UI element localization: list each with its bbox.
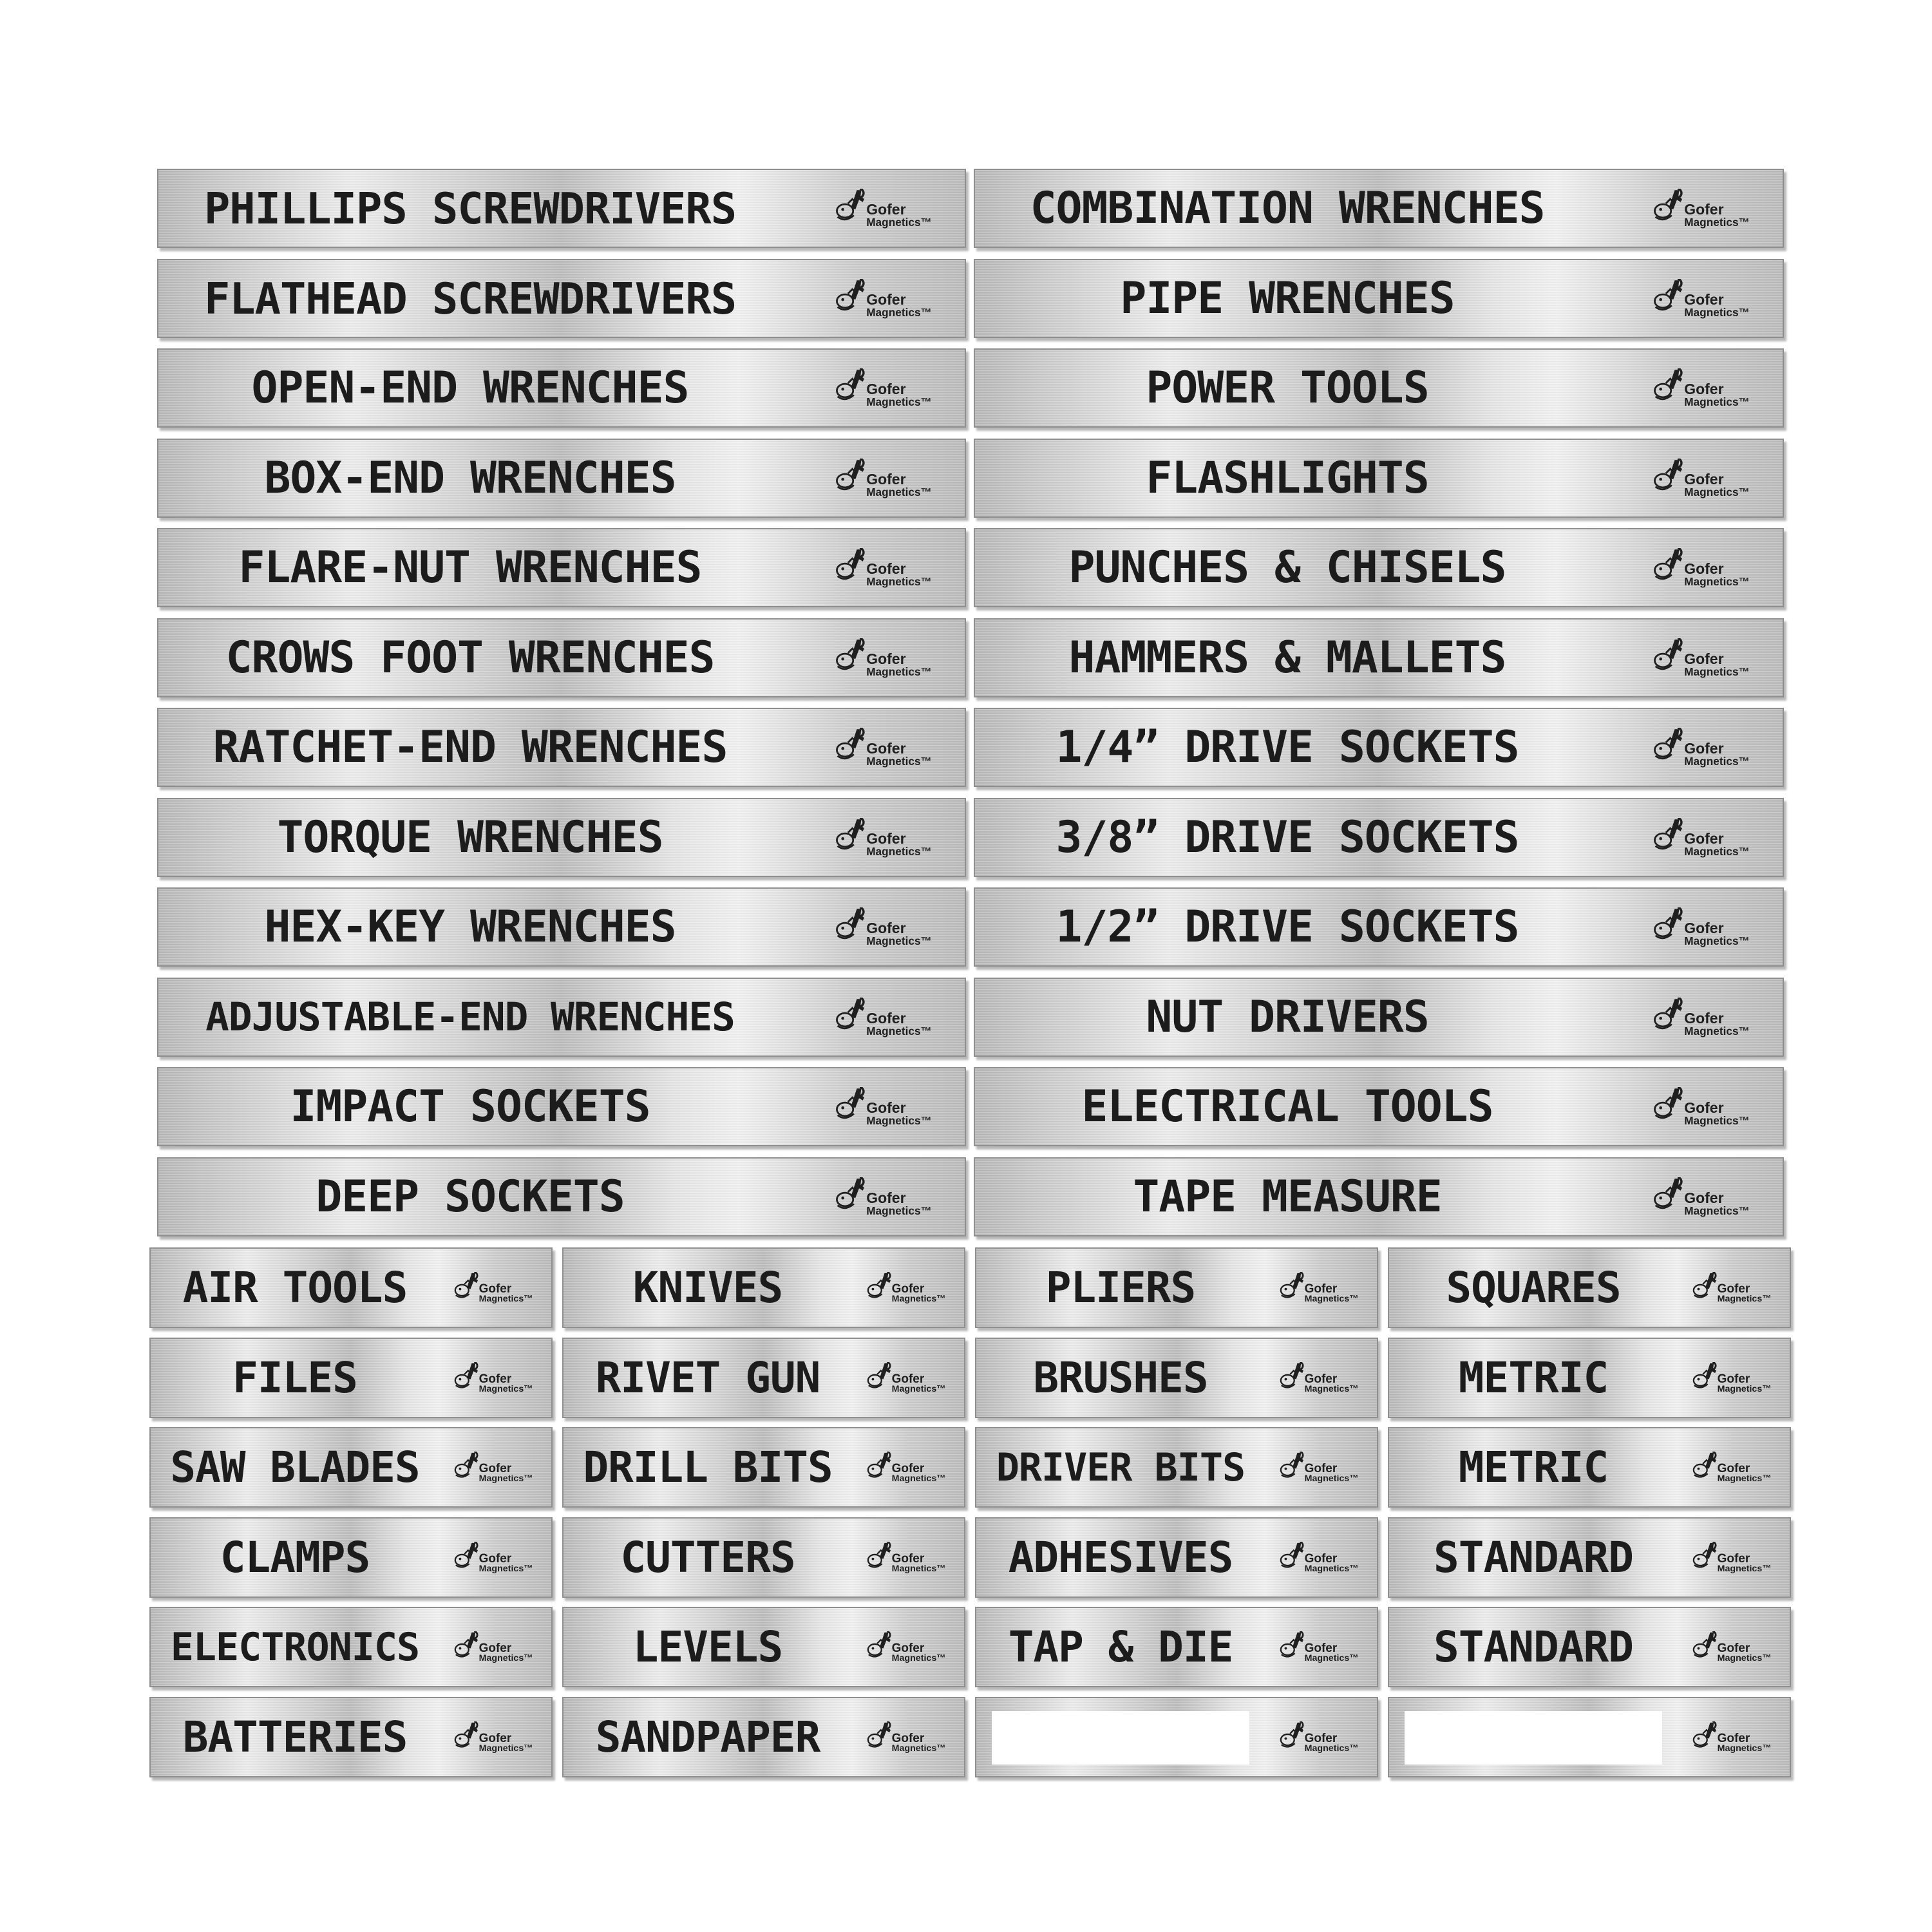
gofer-magnetics-logo (1692, 1452, 1772, 1486)
logo-wordmark-gofer: Gofer (1717, 1282, 1750, 1296)
label-plate-metric (1388, 1338, 1791, 1418)
logo-wordmark-magnetics: Magnetics™ (891, 1564, 946, 1575)
label-plate-batteries (149, 1697, 553, 1777)
label-text: DRILL BITS (583, 1443, 833, 1492)
label-plate-impact-sockets (157, 1067, 966, 1146)
logo-wordmark-gofer: Gofer (1304, 1462, 1338, 1476)
logo-wordmark-magnetics: Magnetics™ (1717, 1653, 1772, 1664)
label-plate-torque-wrenches (157, 798, 966, 877)
gofer-magnetics-logo (453, 1631, 533, 1665)
gofer-magnetics-logo (1653, 189, 1750, 230)
gofer-magnetics-logo (866, 1721, 946, 1756)
worker-with-wrench-icon (835, 368, 870, 410)
gofer-magnetics-logo (1692, 1542, 1772, 1576)
label-plate-standard (1388, 1607, 1791, 1687)
worker-with-wrench-icon (1653, 818, 1688, 859)
gofer-magnetics-logo (1653, 728, 1750, 769)
gofer-magnetics-logo (835, 368, 932, 410)
label-plate-3-8-drive-sockets (974, 798, 1784, 877)
logo-wordmark-magnetics: Magnetics™ (1717, 1564, 1772, 1575)
gofer-magnetics-logo (1279, 1272, 1359, 1306)
gofer-magnetics-logo (1653, 907, 1750, 949)
label-text: AIR TOOLS (182, 1263, 408, 1312)
blank-write-in-field (992, 1711, 1249, 1765)
label-text: HAMMERS & MALLETS (1068, 632, 1506, 683)
logo-wordmark-magnetics: Magnetics™ (866, 755, 932, 768)
label-plate-clamps (149, 1517, 553, 1598)
logo-wordmark-magnetics: Magnetics™ (866, 1025, 932, 1038)
label-text: BRUSHES (1033, 1353, 1208, 1403)
logo-wordmark-gofer: Gofer (891, 1462, 925, 1476)
worker-with-wrench-icon (835, 189, 870, 230)
label-text: TORQUE WRENCHES (277, 812, 663, 863)
logo-wordmark-magnetics: Magnetics™ (1304, 1473, 1359, 1484)
label-plate-squares (1388, 1247, 1791, 1328)
logo-wordmark-magnetics: Magnetics™ (1684, 216, 1750, 229)
gofer-magnetics-logo (835, 189, 932, 230)
logo-wordmark-magnetics: Magnetics™ (866, 665, 932, 679)
logo-wordmark-gofer: Gofer (1684, 381, 1724, 398)
gofer-magnetics-logo (1653, 279, 1750, 320)
label-plate-open-end-wrenches (157, 348, 966, 428)
label-text: STANDARD (1434, 1533, 1633, 1582)
label-plate-saw-blades (149, 1427, 553, 1508)
logo-wordmark-magnetics: Magnetics™ (1684, 486, 1750, 499)
gofer-magnetics-logo (866, 1631, 946, 1665)
logo-wordmark-gofer: Gofer (1684, 920, 1724, 937)
label-text: LEVELS (632, 1622, 783, 1672)
logo-wordmark-magnetics: Magnetics™ (1684, 1114, 1750, 1128)
gofer-magnetics-logo (835, 638, 932, 679)
logo-wordmark-gofer: Gofer (1684, 291, 1724, 308)
logo-wordmark-magnetics: Magnetics™ (891, 1294, 946, 1305)
label-plate-standard (1388, 1517, 1791, 1598)
gofer-magnetics-logo (1279, 1721, 1359, 1756)
blank-label-plate (1388, 1697, 1791, 1777)
label-plate-1-2-drive-sockets (974, 887, 1784, 967)
label-text: TAPE MEASURE (1133, 1171, 1442, 1222)
logo-wordmark-gofer: Gofer (866, 291, 906, 308)
gofer-magnetics-logo (453, 1362, 533, 1396)
logo-wordmark-gofer: Gofer (1684, 1189, 1724, 1207)
logo-wordmark-magnetics: Magnetics™ (866, 216, 932, 229)
gofer-magnetics-logo (835, 907, 932, 949)
worker-with-wrench-icon (1653, 907, 1688, 949)
label-plate-sandpaper (562, 1697, 965, 1777)
logo-wordmark-magnetics: Magnetics™ (1304, 1384, 1359, 1395)
logo-wordmark-magnetics: Magnetics™ (478, 1564, 533, 1575)
logo-wordmark-magnetics: Magnetics™ (1304, 1294, 1359, 1305)
label-plate-deep-sockets (157, 1157, 966, 1236)
gofer-magnetics-logo (1653, 368, 1750, 410)
logo-wordmark-gofer: Gofer (1304, 1642, 1338, 1656)
worker-with-wrench-icon (1653, 279, 1688, 320)
label-plate-files (149, 1338, 553, 1418)
logo-wordmark-magnetics: Magnetics™ (1684, 665, 1750, 679)
label-text: CLAMPS (220, 1533, 370, 1582)
logo-wordmark-gofer: Gofer (1717, 1732, 1750, 1746)
gofer-magnetics-logo (1279, 1631, 1359, 1665)
logo-wordmark-magnetics: Magnetics™ (866, 845, 932, 858)
gofer-magnetics-logo (866, 1542, 946, 1576)
logo-wordmark-magnetics: Magnetics™ (1684, 755, 1750, 768)
logo-wordmark-magnetics: Magnetics™ (891, 1473, 946, 1484)
gofer-magnetics-logo (1279, 1542, 1359, 1576)
gofer-magnetics-logo (1692, 1272, 1772, 1306)
logo-wordmark-magnetics: Magnetics™ (1684, 575, 1750, 589)
worker-with-wrench-icon (1653, 1087, 1688, 1128)
label-plate-metric (1388, 1427, 1791, 1508)
logo-wordmark-gofer: Gofer (1684, 560, 1724, 578)
label-plate-flare-nut-wrenches (157, 528, 966, 607)
worker-with-wrench-icon (1653, 459, 1688, 500)
gofer-magnetics-logo (1279, 1452, 1359, 1486)
gofer-magnetics-logo (835, 1087, 932, 1128)
logo-wordmark-magnetics: Magnetics™ (891, 1743, 946, 1754)
label-plate-power-tools (974, 348, 1784, 428)
logo-wordmark-gofer: Gofer (478, 1552, 512, 1566)
label-text: PLIERS (1045, 1263, 1196, 1312)
label-plate-pipe-wrenches (974, 259, 1784, 338)
logo-wordmark-gofer: Gofer (866, 201, 906, 218)
worker-with-wrench-icon (835, 1087, 870, 1128)
logo-wordmark-gofer: Gofer (1304, 1282, 1338, 1296)
label-text: CUTTERS (620, 1533, 795, 1582)
gofer-magnetics-logo (1653, 638, 1750, 679)
gofer-magnetics-logo (835, 728, 932, 769)
logo-wordmark-magnetics: Magnetics™ (1304, 1653, 1359, 1664)
label-plate-drill-bits (562, 1427, 965, 1508)
logo-wordmark-gofer: Gofer (891, 1282, 925, 1296)
logo-wordmark-gofer: Gofer (866, 650, 906, 668)
label-plate-hex-key-wrenches (157, 887, 966, 967)
worker-with-wrench-icon (1653, 1177, 1688, 1218)
label-plate-knives (562, 1247, 965, 1328)
label-text: FLASHLIGHTS (1146, 453, 1429, 504)
gofer-magnetics-logo (1653, 818, 1750, 859)
label-plate-levels (562, 1607, 965, 1687)
logo-wordmark-gofer: Gofer (1684, 471, 1724, 488)
logo-wordmark-magnetics: Magnetics™ (866, 395, 932, 409)
label-plate-tape-measure (974, 1157, 1784, 1236)
logo-wordmark-magnetics: Magnetics™ (891, 1653, 946, 1664)
logo-wordmark-magnetics: Magnetics™ (891, 1384, 946, 1395)
logo-wordmark-gofer: Gofer (478, 1372, 512, 1387)
label-text: 3/8” DRIVE SOCKETS (1056, 812, 1519, 863)
logo-wordmark-magnetics: Magnetics™ (1684, 306, 1750, 319)
worker-with-wrench-icon (835, 818, 870, 859)
gofer-magnetics-logo (453, 1721, 533, 1756)
label-plate-flashlights (974, 439, 1784, 518)
logo-wordmark-gofer: Gofer (1684, 650, 1724, 668)
worker-with-wrench-icon (1653, 368, 1688, 410)
label-text: ADHESIVES (1008, 1533, 1233, 1582)
gofer-magnetics-logo (866, 1272, 946, 1306)
logo-wordmark-gofer: Gofer (866, 381, 906, 398)
label-text: PUNCHES & CHISELS (1068, 542, 1506, 593)
worker-with-wrench-icon (1653, 638, 1688, 679)
logo-wordmark-magnetics: Magnetics™ (478, 1653, 533, 1664)
label-text: SAW BLADES (170, 1443, 420, 1492)
label-plate-pliers (975, 1247, 1378, 1328)
worker-with-wrench-icon (835, 998, 870, 1039)
label-plate-hammers-mallets (974, 618, 1784, 697)
worker-with-wrench-icon (1653, 189, 1688, 230)
label-plate-tap-die (975, 1607, 1378, 1687)
blank-label-plate (975, 1697, 1378, 1777)
logo-wordmark-gofer: Gofer (478, 1732, 512, 1746)
gofer-magnetics-logo (453, 1452, 533, 1486)
logo-wordmark-gofer: Gofer (478, 1462, 512, 1476)
label-plate-box-end-wrenches (157, 439, 966, 518)
label-text: FILES (232, 1353, 357, 1403)
label-text: DEEP SOCKETS (316, 1171, 625, 1222)
logo-wordmark-gofer: Gofer (891, 1372, 925, 1387)
label-plate-brushes (975, 1338, 1378, 1418)
worker-with-wrench-icon (835, 459, 870, 500)
logo-wordmark-gofer: Gofer (866, 1189, 906, 1207)
label-text: TAP & DIE (1008, 1622, 1233, 1672)
label-text: ELECTRICAL TOOLS (1081, 1081, 1493, 1132)
logo-wordmark-gofer: Gofer (866, 740, 906, 757)
logo-wordmark-gofer: Gofer (478, 1282, 512, 1296)
worker-with-wrench-icon (835, 638, 870, 679)
label-text: PHILLIPS SCREWDRIVERS (204, 183, 737, 234)
gofer-magnetics-logo (1653, 459, 1750, 500)
worker-with-wrench-icon (835, 728, 870, 769)
worker-with-wrench-icon (835, 279, 870, 320)
label-text: ADJUSTABLE-END WRENCHES (205, 994, 735, 1040)
label-plate-cutters (562, 1517, 965, 1598)
gofer-magnetics-logo (835, 1177, 932, 1218)
logo-wordmark-gofer: Gofer (478, 1642, 512, 1656)
worker-with-wrench-icon (1653, 548, 1688, 589)
logo-wordmark-magnetics: Magnetics™ (478, 1743, 533, 1754)
logo-wordmark-magnetics: Magnetics™ (1304, 1743, 1359, 1754)
label-plate-phillips-screwdrivers (157, 169, 966, 248)
logo-wordmark-magnetics: Magnetics™ (1717, 1473, 1772, 1484)
gofer-magnetics-logo (835, 998, 932, 1039)
label-text: ELECTRONICS (170, 1624, 420, 1670)
logo-wordmark-gofer: Gofer (866, 830, 906, 848)
gofer-magnetics-logo (1653, 548, 1750, 589)
label-text: FLATHEAD SCREWDRIVERS (204, 273, 737, 324)
label-plate-driver-bits (975, 1427, 1378, 1508)
logo-wordmark-magnetics: Magnetics™ (866, 575, 932, 589)
gofer-magnetics-logo (835, 279, 932, 320)
logo-wordmark-magnetics: Magnetics™ (478, 1384, 533, 1395)
gofer-magnetics-logo (866, 1362, 946, 1396)
logo-wordmark-magnetics: Magnetics™ (1717, 1294, 1772, 1305)
logo-wordmark-magnetics: Magnetics™ (478, 1473, 533, 1484)
gofer-magnetics-logo (1653, 998, 1750, 1039)
label-text: PIPE WRENCHES (1120, 273, 1455, 324)
label-text: FLARE-NUT WRENCHES (238, 542, 702, 593)
logo-wordmark-magnetics: Magnetics™ (1684, 1204, 1750, 1218)
label-text: SANDPAPER (595, 1712, 820, 1762)
logo-wordmark-magnetics: Magnetics™ (1684, 934, 1750, 948)
label-text: 1/2” DRIVE SOCKETS (1056, 902, 1519, 952)
logo-wordmark-gofer: Gofer (891, 1552, 925, 1566)
label-text: SQUARES (1446, 1263, 1621, 1312)
label-text: IMPACT SOCKETS (290, 1081, 650, 1132)
label-text: METRIC (1458, 1353, 1609, 1403)
logo-wordmark-gofer: Gofer (1304, 1732, 1338, 1746)
logo-wordmark-magnetics: Magnetics™ (1304, 1564, 1359, 1575)
label-text: POWER TOOLS (1146, 363, 1429, 413)
gofer-magnetics-logo (866, 1452, 946, 1486)
gofer-magnetics-logo (1692, 1721, 1772, 1756)
logo-wordmark-magnetics: Magnetics™ (1684, 1025, 1750, 1038)
logo-wordmark-gofer: Gofer (1684, 201, 1724, 218)
label-plate-ratchet-end-wrenches (157, 708, 966, 787)
logo-wordmark-gofer: Gofer (866, 1099, 906, 1117)
gofer-magnetics-logo (835, 548, 932, 589)
gofer-magnetics-logo (1653, 1087, 1750, 1128)
label-text: 1/4” DRIVE SOCKETS (1056, 722, 1519, 773)
logo-wordmark-gofer: Gofer (1684, 1010, 1724, 1027)
logo-wordmark-magnetics: Magnetics™ (866, 1114, 932, 1128)
logo-wordmark-gofer: Gofer (866, 920, 906, 937)
logo-wordmark-magnetics: Magnetics™ (1684, 395, 1750, 409)
label-plate-adhesives (975, 1517, 1378, 1598)
gofer-magnetics-logo (1692, 1362, 1772, 1396)
logo-wordmark-gofer: Gofer (1684, 740, 1724, 757)
worker-with-wrench-icon (1653, 728, 1688, 769)
worker-with-wrench-icon (835, 907, 870, 949)
worker-with-wrench-icon (835, 548, 870, 589)
blank-write-in-field (1405, 1711, 1662, 1765)
label-text: OPEN-END WRENCHES (251, 363, 689, 413)
gofer-magnetics-logo (453, 1272, 533, 1306)
label-text: DRIVER BITS (996, 1444, 1245, 1490)
logo-wordmark-gofer: Gofer (1717, 1462, 1750, 1476)
label-plate-1-4-drive-sockets (974, 708, 1784, 787)
logo-wordmark-gofer: Gofer (1684, 830, 1724, 848)
logo-wordmark-gofer: Gofer (1684, 1099, 1724, 1117)
logo-wordmark-gofer: Gofer (866, 560, 906, 578)
logo-wordmark-magnetics: Magnetics™ (866, 306, 932, 319)
label-plate-adjustable-end-wrenches (157, 978, 966, 1057)
label-plate-electrical-tools (974, 1067, 1784, 1146)
logo-wordmark-magnetics: Magnetics™ (1717, 1384, 1772, 1395)
label-text: BATTERIES (182, 1712, 408, 1762)
label-plate-nut-drivers (974, 978, 1784, 1057)
label-text: RATCHET-END WRENCHES (213, 722, 728, 773)
label-plate-punches-chisels (974, 528, 1784, 607)
logo-wordmark-gofer: Gofer (1717, 1642, 1750, 1656)
logo-wordmark-gofer: Gofer (1717, 1552, 1750, 1566)
gofer-magnetics-logo (453, 1542, 533, 1576)
logo-wordmark-magnetics: Magnetics™ (866, 934, 932, 948)
label-text: CROWS FOOT WRENCHES (225, 632, 715, 683)
label-plate-combination-wrenches (974, 169, 1784, 248)
worker-with-wrench-icon (835, 1177, 870, 1218)
label-plate-flathead-screwdrivers (157, 259, 966, 338)
logo-wordmark-magnetics: Magnetics™ (866, 1204, 932, 1218)
logo-wordmark-gofer: Gofer (866, 471, 906, 488)
gofer-magnetics-logo (1692, 1631, 1772, 1665)
label-text: KNIVES (632, 1263, 783, 1312)
gofer-magnetics-logo (835, 459, 932, 500)
label-text: RIVET GUN (595, 1353, 820, 1403)
logo-wordmark-magnetics: Magnetics™ (1684, 845, 1750, 858)
label-text: NUT DRIVERS (1146, 992, 1429, 1043)
label-plate-rivet-gun (562, 1338, 965, 1418)
logo-wordmark-gofer: Gofer (1304, 1552, 1338, 1566)
logo-wordmark-magnetics: Magnetics™ (866, 486, 932, 499)
logo-wordmark-gofer: Gofer (866, 1010, 906, 1027)
logo-wordmark-gofer: Gofer (1304, 1372, 1338, 1387)
logo-wordmark-magnetics: Magnetics™ (1717, 1743, 1772, 1754)
label-text: BOX-END WRENCHES (264, 453, 676, 504)
gofer-magnetics-logo (1279, 1362, 1359, 1396)
gofer-magnetics-logo (1653, 1177, 1750, 1218)
label-text: METRIC (1458, 1443, 1609, 1492)
label-plate-electronics (149, 1607, 553, 1687)
logo-wordmark-gofer: Gofer (891, 1642, 925, 1656)
gofer-magnetics-logo (835, 818, 932, 859)
logo-wordmark-gofer: Gofer (1717, 1372, 1750, 1387)
logo-wordmark-gofer: Gofer (891, 1732, 925, 1746)
logo-wordmark-magnetics: Magnetics™ (478, 1294, 533, 1305)
label-plate-air-tools (149, 1247, 553, 1328)
label-text: STANDARD (1434, 1622, 1633, 1672)
label-text: COMBINATION WRENCHES (1030, 183, 1545, 234)
label-text: HEX-KEY WRENCHES (264, 902, 676, 952)
label-plate-crows-foot-wrenches (157, 618, 966, 697)
worker-with-wrench-icon (1653, 998, 1688, 1039)
